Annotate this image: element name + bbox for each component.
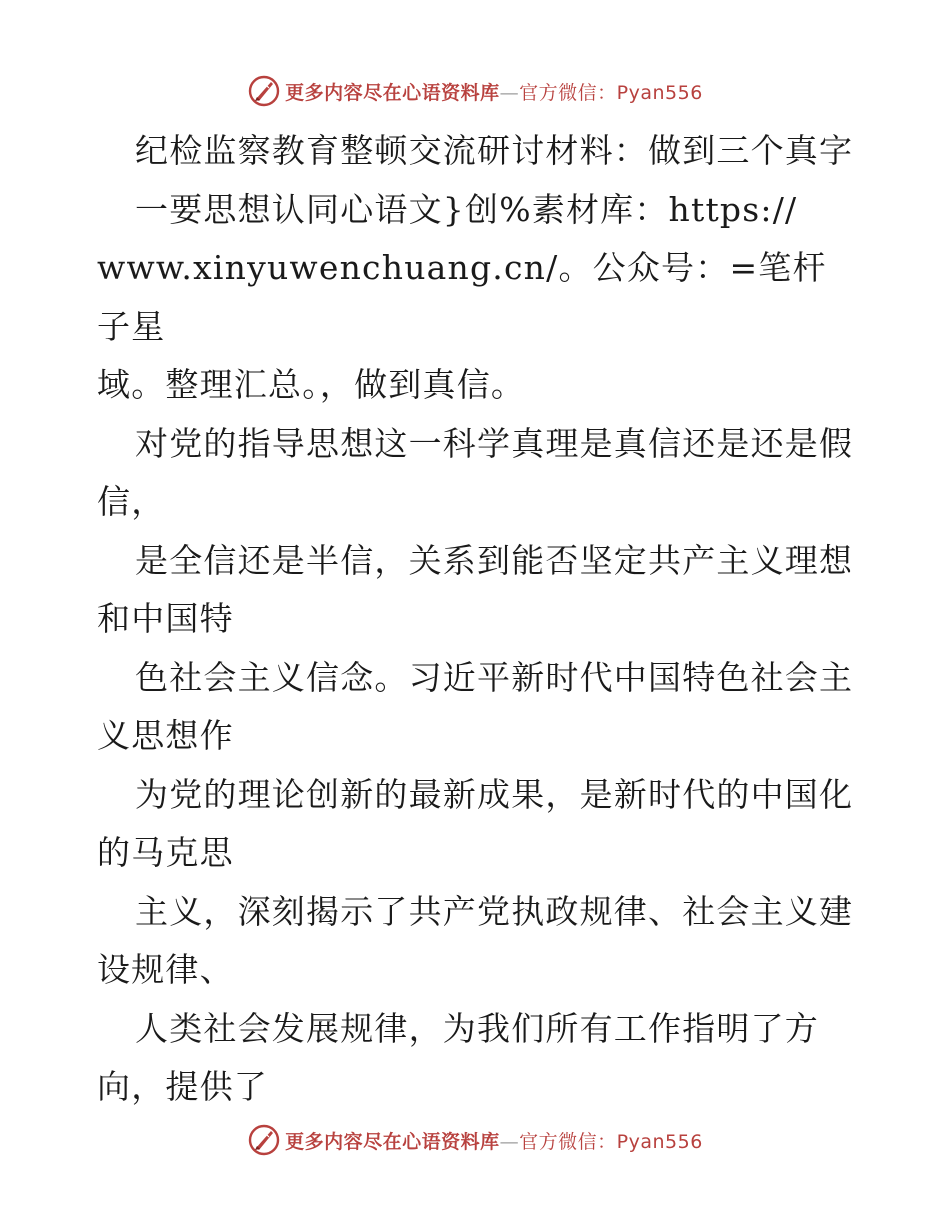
document-line: 主义，深刻揭示了共产党执政规律、社会主义建 bbox=[135, 891, 854, 931]
document-line: 为党的理论创新的最新成果，是新时代的中国化 bbox=[135, 774, 854, 814]
footer-separator: — bbox=[499, 1130, 520, 1153]
quill-pen-logo-icon bbox=[247, 74, 281, 108]
document-line: 和中国特 bbox=[97, 599, 234, 638]
document-line: 对党的指导思想这一科学真理是真信还是还是假 bbox=[135, 423, 854, 463]
footer-site-text: 更多内容尽在心语资料库 bbox=[285, 1130, 500, 1153]
header-contact-text: 官方微信：Pyan556 bbox=[519, 81, 703, 104]
document-line: 是全信还是半信，关系到能否坚定共产主义理想 bbox=[135, 540, 854, 580]
document-body bbox=[97, 122, 857, 1117]
document-line: 域。整理汇总。，做到真信。 bbox=[97, 365, 526, 404]
document-line: 向，提供了 bbox=[97, 1067, 268, 1106]
document-line: 信， bbox=[97, 482, 166, 521]
document-line: 纪检监察教育整顿交流研讨材料：做到三个真字 bbox=[135, 131, 854, 170]
quill-pen-logo-icon bbox=[247, 1123, 281, 1157]
footer-banner-text bbox=[285, 1127, 703, 1154]
document-line: 设规律、 bbox=[97, 950, 234, 989]
header-site-text: 更多内容尽在心语资料库 bbox=[285, 81, 500, 104]
header-banner bbox=[0, 71, 950, 111]
document-line: 一要思想认同心语文}创%素材库：https:// bbox=[135, 189, 798, 229]
document-line: www.xinyuwenchuang.cn/。公众号：=笔杆子星 bbox=[97, 248, 827, 346]
document-line: 色社会主义信念。习近平新时代中国特色社会主 bbox=[135, 657, 854, 697]
footer-banner bbox=[0, 1120, 950, 1160]
document-line: 人类社会发展规律，为我们所有工作指明了方 bbox=[135, 1008, 819, 1048]
document-line: 义思想作 bbox=[97, 716, 234, 755]
document-line: 的马克思 bbox=[97, 833, 234, 872]
header-separator: — bbox=[499, 81, 520, 104]
header-banner-text bbox=[285, 78, 703, 105]
footer-contact-text: 官方微信：Pyan556 bbox=[519, 1130, 703, 1153]
